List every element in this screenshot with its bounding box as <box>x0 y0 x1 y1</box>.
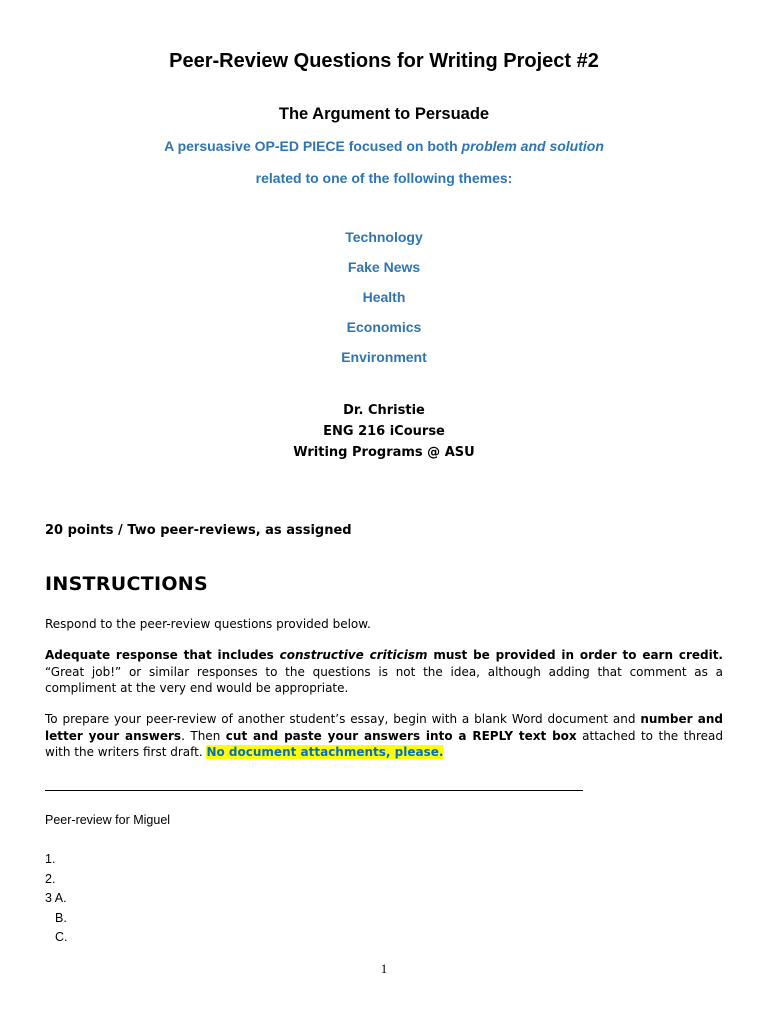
theme-item: Economics <box>346 319 422 335</box>
theme-item: Fake News <box>347 259 421 275</box>
description-italic: problem and solution <box>461 138 604 154</box>
bold-text: cut and paste your answers into a REPLY text box <box>225 728 577 743</box>
body-text: “Great job!” or similar responses to the questions is not the idea, although adding that comment as a compliment at the very end would be appropriate. <box>45 664 723 695</box>
document-title: Peer-Review Questions for Writing Project #2 <box>169 50 599 72</box>
answer-list <box>45 850 68 948</box>
points-line: 20 points / Two peer-reviews, as assigned <box>45 523 352 538</box>
theme-item: Technology <box>345 229 423 245</box>
answer-item: 3 A. <box>45 891 67 905</box>
highlighted-notice: No document attachments, please. <box>206 745 444 759</box>
body-text: To prepare your peer-review of another student’s essay, begin with a blank Word document and <box>45 712 641 726</box>
bold-text: must be provided in order to earn credit. <box>427 648 723 662</box>
course-name: ENG 216 iCourse <box>323 424 445 439</box>
body-text: attached to the thread with the writers first draft. <box>45 728 723 759</box>
instructions-paragraph-2 <box>45 647 723 697</box>
theme-item: Health <box>362 289 406 305</box>
instructions-paragraph-1: Respond to the peer-review questions provided below. <box>45 617 371 631</box>
bold-text: number and letter your answers <box>45 712 723 743</box>
document-subtitle: The Argument to Persuade <box>278 105 490 123</box>
answer-item: 2. <box>45 871 56 886</box>
instructions-paragraph-3 <box>45 711 723 761</box>
themes-list <box>0 228 768 378</box>
horizontal-rule <box>45 790 583 791</box>
bold-italic-text: constructive criticism <box>279 648 428 662</box>
description-text: A persuasive OP-ED PIECE focused on both <box>164 138 462 154</box>
bold-text: Adequate response that includes <box>45 648 280 662</box>
instructions-heading: INSTRUCTIONS <box>45 573 208 595</box>
body-text: . Then <box>181 728 226 743</box>
answer-item: C. <box>55 930 68 944</box>
author-name: Dr. Christie <box>343 403 425 418</box>
description-line-2: related to one of the following themes: <box>255 170 513 186</box>
program-name: Writing Programs @ ASU <box>293 445 475 460</box>
answer-item: B. <box>55 910 67 925</box>
peer-review-label: Peer-review for Miguel <box>45 813 171 827</box>
theme-item: Environment <box>341 349 427 365</box>
author-block <box>0 400 768 463</box>
page-number: 1 <box>380 961 388 976</box>
description-line-1 <box>0 138 768 154</box>
answer-item: 1. <box>45 852 56 866</box>
